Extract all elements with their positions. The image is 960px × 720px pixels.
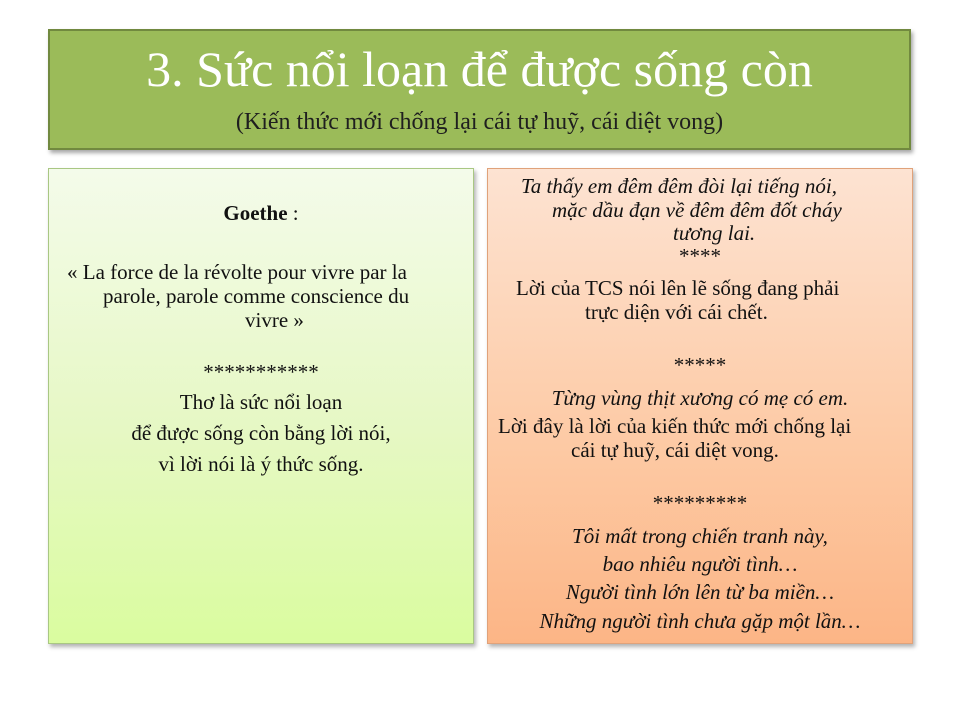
separator-3: ********* xyxy=(652,491,748,515)
verse-line-3: vì lời nói là ý thức sống. xyxy=(158,452,364,476)
title-banner xyxy=(48,29,911,150)
poem-line-8: Những người tình chưa gặp một lần… xyxy=(539,609,861,633)
author-name: Goethe xyxy=(223,201,288,225)
author-line xyxy=(49,200,473,226)
poem-line-4: Từng vùng thịt xương có mẹ có em. xyxy=(551,386,849,410)
poem-line-3: tương lai. xyxy=(673,221,756,245)
comment-line-4: cái tự huỹ, cái diệt vong. xyxy=(571,438,779,462)
left-panel xyxy=(48,168,474,644)
separator-2: ***** xyxy=(673,353,727,377)
separator: *********** xyxy=(203,360,319,384)
poem-line-7: Người tình lớn lên từ ba miền… xyxy=(565,580,835,604)
poem-line-6: bao nhiêu người tình… xyxy=(602,552,798,576)
right-panel xyxy=(487,168,913,644)
poem-line-5: Tôi mất trong chiến tranh này, xyxy=(572,524,828,548)
verse-line-2: để được sống còn bằng lời nói, xyxy=(131,421,391,445)
quote-line-1: « La force de la révolte pour vivre par la xyxy=(67,260,407,284)
comment-line-2: trực diện với cái chết. xyxy=(585,300,768,324)
verse-line-1: Thơ là sức nổi loạn xyxy=(179,390,343,414)
separator-1: **** xyxy=(679,244,721,268)
slide-subtitle: (Kiến thức mới chống lại cái tự huỹ, cái diệt vong) xyxy=(235,109,724,135)
quote-line-2: parole, parole comme conscience du xyxy=(103,284,410,308)
author-suffix: : xyxy=(287,201,299,225)
slide-title: 3. Sức nổi loạn để được sống còn xyxy=(146,41,813,97)
poem-line-2: mặc dầu đạn về đêm đêm đốt cháy xyxy=(552,198,842,222)
comment-line-1: Lời của TCS nói lên lẽ sống đang phải xyxy=(516,276,840,300)
poem-line-1: Ta thấy em đêm đêm đòi lại tiếng nói, xyxy=(521,174,837,198)
comment-line-3: Lời đây là lời của kiến thức mới chống lại xyxy=(498,414,852,438)
quote-line-3: vivre » xyxy=(245,308,304,332)
